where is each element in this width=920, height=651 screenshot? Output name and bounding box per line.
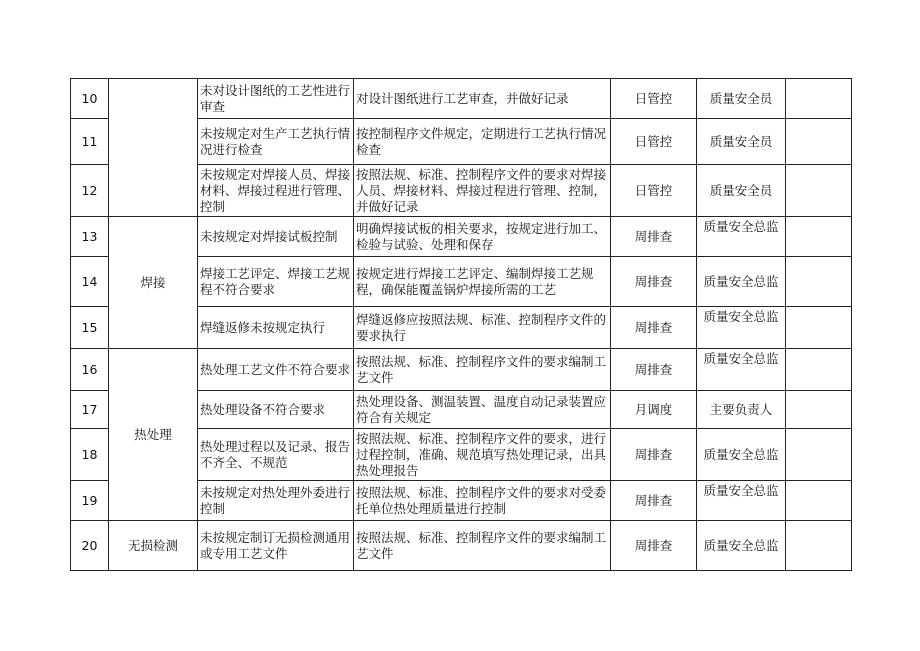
- responsible-role: 质量安全总监: [697, 307, 786, 349]
- control-measure: 对设计图纸进行工艺审查，并做好记录: [354, 79, 611, 119]
- category-cell: [109, 79, 198, 217]
- responsible-role: 质量安全总监: [697, 349, 786, 391]
- responsible-role: 质量安全总监: [697, 521, 786, 571]
- category-welding: 焊接: [109, 217, 198, 349]
- risk-issue: 热处理设备不符合要求: [198, 391, 354, 429]
- check-frequency: 月调度: [611, 391, 697, 429]
- control-measure: 按规定进行焊接工艺评定、编制焊接工艺规程，确保能覆盖锅炉焊接所需的工艺: [354, 257, 611, 307]
- row-number: 14: [71, 257, 109, 307]
- row-number: 12: [71, 165, 109, 217]
- check-frequency: 周排查: [611, 307, 697, 349]
- check-frequency: 周排查: [611, 257, 697, 307]
- risk-issue: 未对设计图纸的工艺性进行审查: [198, 79, 354, 119]
- responsible-role: 主要负责人: [697, 391, 786, 429]
- blank-cell: [786, 217, 852, 257]
- blank-cell: [786, 119, 852, 165]
- responsible-role: 质量安全总监: [697, 217, 786, 257]
- blank-cell: [786, 429, 852, 481]
- category-heat-treatment: 热处理: [109, 349, 198, 521]
- row-number: 15: [71, 307, 109, 349]
- risk-control-table: [70, 78, 852, 571]
- check-frequency: 周排查: [611, 521, 697, 571]
- row-number: 19: [71, 481, 109, 521]
- control-measure: 按照法规、标准、控制程序文件的要求编制工艺文件: [354, 349, 611, 391]
- check-frequency: 周排查: [611, 429, 697, 481]
- responsible-role: 质量安全员: [697, 119, 786, 165]
- row-number: 13: [71, 217, 109, 257]
- row-number: 10: [71, 79, 109, 119]
- row-number: 16: [71, 349, 109, 391]
- control-measure: 焊缝返修应按照法规、标准、控制程序文件的要求执行: [354, 307, 611, 349]
- row-number: 18: [71, 429, 109, 481]
- table-row: [71, 79, 852, 119]
- blank-cell: [786, 481, 852, 521]
- row-number: 11: [71, 119, 109, 165]
- risk-issue: 焊缝返修未按规定执行: [198, 307, 354, 349]
- category-ndt: 无损检测: [109, 521, 198, 571]
- check-frequency: 日管控: [611, 119, 697, 165]
- table-row: [71, 217, 852, 257]
- table-row: [71, 521, 852, 571]
- control-measure: 按照法规、标准、控制程序文件的要求对焊接人员、焊接材料、焊接过程进行管理、控制，并做好记录: [354, 165, 611, 217]
- check-frequency: 日管控: [611, 79, 697, 119]
- responsible-role: 质量安全总监: [697, 257, 786, 307]
- blank-cell: [786, 521, 852, 571]
- table-row: [71, 349, 852, 391]
- row-number: 17: [71, 391, 109, 429]
- risk-issue: 未按规定对生产工艺执行情况进行检查: [198, 119, 354, 165]
- check-frequency: 周排查: [611, 349, 697, 391]
- control-measure: 热处理设备、测温装置、温度自动记录装置应符合有关规定: [354, 391, 611, 429]
- risk-issue: 未按规定对焊接人员、焊接材料、焊接过程进行管理、控制: [198, 165, 354, 217]
- check-frequency: 周排查: [611, 217, 697, 257]
- control-measure: 按控制程序文件规定，定期进行工艺执行情况检查: [354, 119, 611, 165]
- blank-cell: [786, 349, 852, 391]
- risk-issue: 未按规定对焊接试板控制: [198, 217, 354, 257]
- risk-issue: 热处理过程以及记录、报告不齐全、不规范: [198, 429, 354, 481]
- responsible-role: 质量安全员: [697, 79, 786, 119]
- responsible-role: 质量安全总监: [697, 481, 786, 521]
- risk-issue: 热处理工艺文件不符合要求: [198, 349, 354, 391]
- control-measure: 明确焊接试板的相关要求，按规定进行加工、检验与试验、处理和保存: [354, 217, 611, 257]
- blank-cell: [786, 79, 852, 119]
- blank-cell: [786, 307, 852, 349]
- blank-cell: [786, 165, 852, 217]
- row-number: 20: [71, 521, 109, 571]
- check-frequency: 日管控: [611, 165, 697, 217]
- risk-issue: 未按规定制订无损检测通用或专用工艺文件: [198, 521, 354, 571]
- responsible-role: 质量安全员: [697, 165, 786, 217]
- control-measure: 按照法规、标准、控制程序文件的要求，进行过程控制，准确、规范填写热处理记录，出具热处理报告: [354, 429, 611, 481]
- blank-cell: [786, 391, 852, 429]
- control-measure: 按照法规、标准、控制程序文件的要求对受委托单位热处理质量进行控制: [354, 481, 611, 521]
- risk-issue: 未按规定对热处理外委进行控制: [198, 481, 354, 521]
- blank-cell: [786, 257, 852, 307]
- control-measure: 按照法规、标准、控制程序文件的要求编制工艺文件: [354, 521, 611, 571]
- risk-issue: 焊接工艺评定、焊接工艺规程不符合要求: [198, 257, 354, 307]
- check-frequency: 周排查: [611, 481, 697, 521]
- responsible-role: 质量安全总监: [697, 429, 786, 481]
